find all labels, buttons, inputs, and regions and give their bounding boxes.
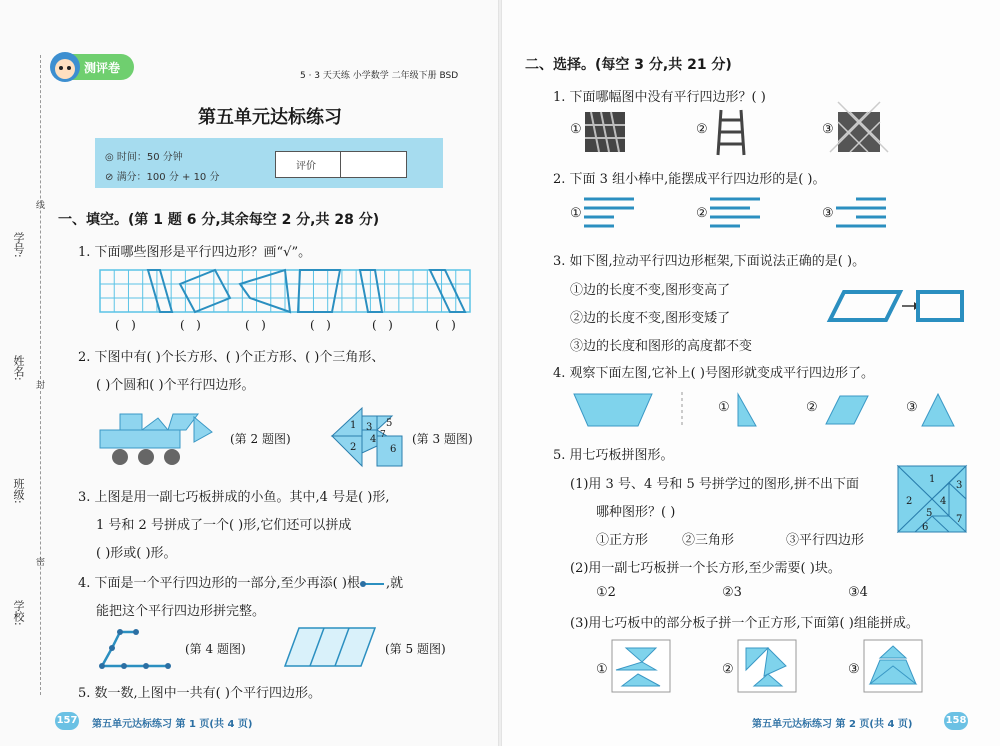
q4-stick-figure — [98, 628, 173, 670]
r-q5-1-line2: 哪种图形？( ) — [596, 505, 676, 520]
time-info: ◎ 时间：50 分钟 — [105, 152, 183, 163]
q3-text-line2: 1 号和 2 号拼成了一个( )形,它们还可以拼成 — [96, 518, 352, 533]
q1-grid-figure — [100, 270, 472, 314]
r-q5-1-opt2[interactable]: ②三角形 — [682, 533, 735, 548]
tangram-num-4: 4 — [940, 496, 947, 507]
r-q4-opt1-triangle — [736, 392, 758, 428]
r-q5-3-text: (3)用七巧板中的部分板子拼一个正方形,下面第( )组能拼成。 — [570, 616, 919, 631]
class-label: 班级: — [12, 478, 25, 504]
r-q3-opt2[interactable]: ②边的长度不变,图形变矮了 — [570, 311, 731, 326]
mascot-icon — [48, 50, 82, 84]
r-q5-text: 5. 用七巧板拼图形。 — [553, 448, 674, 463]
fish-num-7: 7 — [380, 430, 386, 440]
fish-num-6: 6 — [390, 444, 397, 455]
r-q5-3-opt3-figure — [864, 640, 924, 694]
book-spine — [498, 0, 502, 746]
r-q2-sticks-3 — [836, 196, 888, 230]
r-q5-2-opt3[interactable]: ③4 — [848, 585, 868, 600]
q1-text: 1. 下面哪些图形是平行四边形？画“√”。 — [78, 245, 312, 260]
q4-text-line2: 能把这个平行四边形拼完整。 — [96, 604, 266, 619]
r-q1-diamond-mesh-image — [838, 112, 880, 152]
r-q4-opt2-label[interactable]: ② — [806, 400, 818, 415]
q2-vehicle-figure — [98, 412, 218, 467]
seal-char: 封 — [36, 381, 46, 391]
r-q5-1-line1: (1)用 3 号、4 号和 5 号拼学过的图形,拼不出下面 — [570, 477, 860, 492]
fish-num-3: 3 — [366, 422, 373, 433]
badge-label: 测评卷 — [84, 61, 121, 75]
r-q1-woven-grid-image — [585, 112, 625, 152]
tangram-num-3: 3 — [956, 480, 963, 491]
q3-text-line3: ( )形或( )形。 — [96, 546, 177, 561]
clock-icon: ◎ — [105, 152, 117, 163]
score-info: ⊘ 满分：100 分 + 10 分 — [105, 172, 220, 183]
r-q2-opt2-label[interactable]: ② — [696, 206, 708, 221]
r-q4-opt1-label[interactable]: ① — [718, 400, 730, 415]
evaluation-label: 评价 — [296, 161, 316, 172]
r-q2-sticks-1 — [584, 196, 636, 230]
evaluation-box[interactable] — [275, 151, 407, 178]
r-q5-2-text: (2)用一副七巧板拼一个长方形,至少需要( )块。 — [570, 561, 841, 576]
r-q2-sticks-2 — [710, 196, 762, 230]
header-info: 5 · 3 天天练 小学数学 二年级下册 BSD — [300, 71, 459, 81]
r-q4-opt3-triangle — [920, 392, 956, 428]
line-char: 线 — [36, 201, 46, 211]
check-icon: ⊘ — [105, 172, 117, 183]
q2-text-line1: 2. 下图中有( )个长方形、( )个正方形、( )个三角形、 — [78, 350, 385, 365]
q5-parallelogram-figure — [285, 626, 377, 668]
figure-2-caption: (第 2 题图) — [230, 432, 291, 446]
q1-answer-3[interactable]: ( ) — [245, 318, 266, 332]
r-q1-text: 1. 下面哪幅图中没有平行四边形？( ) — [553, 90, 766, 105]
q1-answer-1[interactable]: ( ) — [115, 318, 136, 332]
tangram-num-7: 7 — [956, 514, 963, 525]
q2-text-line2: ( )个圆和( )个平行四边形。 — [96, 378, 255, 393]
q3-text-line1: 3. 上图是用一副七巧板拼成的小鱼。其中,4 号是( )形, — [78, 490, 390, 505]
r-q5-2-opt1[interactable]: ①2 — [596, 585, 616, 600]
r-q3-text: 3. 如下图,拉动平行四边形框架,下面说法正确的是( )。 — [553, 254, 866, 269]
r-q4-opt3-label[interactable]: ③ — [906, 400, 918, 415]
school-label: 学校: — [12, 600, 25, 626]
r-q4-trapezoid — [574, 392, 654, 428]
q1-answer-6[interactable]: ( ) — [435, 318, 456, 332]
r-q5-1-opt3[interactable]: ③平行四边形 — [786, 533, 865, 548]
r-q4-opt2-parallelogram — [826, 394, 870, 426]
footer-left: 第五单元达标练习 第 1 页(共 4 页) — [92, 719, 253, 730]
r-q2-opt1-label[interactable]: ① — [570, 206, 582, 221]
r-q3-frame-figure — [830, 288, 970, 324]
r-q3-opt1[interactable]: ①边的长度不变,图形变高了 — [570, 283, 731, 298]
figure-5-caption: (第 5 题图) — [385, 642, 446, 656]
q3-fish-tangram — [332, 408, 404, 470]
q1-answer-5[interactable]: ( ) — [372, 318, 393, 332]
r-q1-opt3-label[interactable]: ③ — [822, 122, 834, 137]
q5-text: 5. 数一数,上图中一共有( )个平行四边形。 — [78, 686, 321, 701]
secret-char: 密 — [36, 558, 46, 568]
binding-dashed-line — [40, 55, 41, 695]
r-q2-text: 2. 下面 3 组小棒中,能摆成平行四边形的是( )。 — [553, 172, 826, 187]
r-q5-3-opt1-figure — [612, 640, 672, 694]
tangram-num-2: 2 — [906, 496, 913, 507]
section-1-heading: 一、填空。(第 1 题 6 分,其余每空 2 分,共 28 分) — [58, 212, 380, 228]
tangram-num-1: 1 — [929, 474, 936, 485]
q4-text-line1: 4. 下面是一个平行四边形的一部分,至少再添( )根 ,就 — [78, 576, 404, 591]
student-id-label: 学号: — [12, 232, 25, 258]
r-q2-opt3-label[interactable]: ③ — [822, 206, 834, 221]
fish-num-2: 2 — [350, 442, 357, 453]
r-q5-2-opt2[interactable]: ②3 — [722, 585, 742, 600]
q1-answer-2[interactable]: ( ) — [180, 318, 201, 332]
section-2-heading: 二、选择。(每空 3 分,共 21 分) — [525, 57, 732, 73]
r-q4-text: 4. 观察下面左图,它补上( )号图形就变成平行四边形了。 — [553, 366, 874, 381]
page-number-left: 157 — [55, 712, 79, 730]
page-number-right: 158 — [944, 712, 968, 730]
figure-3-caption: (第 3 题图) — [412, 432, 473, 446]
tangram-num-6: 6 — [922, 522, 929, 533]
r-q5-1-opt1[interactable]: ①正方形 — [596, 533, 649, 548]
name-label: 姓名: — [12, 355, 25, 381]
page-title: 第五单元达标练习 — [198, 107, 342, 128]
stick-icon — [360, 580, 386, 588]
fish-num-5: 5 — [386, 418, 393, 429]
r-q4-divider — [680, 392, 684, 428]
fish-num-1: 1 — [350, 420, 357, 431]
r-q1-opt2-label[interactable]: ② — [696, 122, 708, 137]
r-q5-3-opt3-label[interactable]: ③ — [848, 662, 860, 677]
footer-right: 第五单元达标练习 第 2 页(共 4 页) — [752, 719, 913, 730]
tangram-num-5: 5 — [926, 508, 933, 519]
r-q1-opt1-label[interactable]: ① — [570, 122, 582, 137]
r-q1-ladder-image — [716, 110, 746, 155]
r-q5-3-opt2-label[interactable]: ② — [722, 662, 734, 677]
q1-answer-4[interactable]: ( ) — [310, 318, 331, 332]
evaluation-divider — [340, 151, 341, 178]
r-q5-3-opt1-label[interactable]: ① — [596, 662, 608, 677]
fish-num-4: 4 — [370, 434, 377, 445]
r-q5-3-opt2-figure — [738, 640, 798, 694]
figure-4-caption: (第 4 题图) — [185, 642, 246, 656]
r-q3-opt3[interactable]: ③边的长度和图形的高度都不变 — [570, 339, 753, 354]
